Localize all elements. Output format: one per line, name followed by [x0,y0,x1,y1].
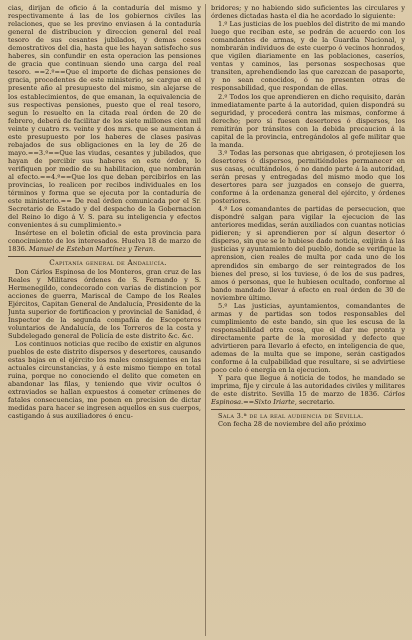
left-paragraph-2 [8,229,201,253]
right-column [211,4,405,636]
left-paragraph-4: Los continuos noticias que recibo de existir en algunos pueblos de este distrito dispersos y desertores, causando estas bajas en el ejército los males consiguientes en las actuales circunstancias, y á este mismo tiempo en total ruina, porque no conociendo el delito que cometen en abandonar las filas, y teniendo que vivir ocultos ó extraviados se hallan expuestos á cometer crímenes de fatales consecuencias, me ponen en precision de dictar medidas para hacer se ingresen aquellos en sus cuerpos, castigando á sus auxiliadores ó encu- [8,339,201,421]
right-paragraph-4: 3.º Todas las personas que abrigasen, ó protejiesen los desertores ó dispersos, permitiéndoles permanecer en sus casas, ocultándolos, ó no dando parte á la autoridad, serán presas y entregadas del mismo modo que los desertores para ser juzgados en consejo de guerra, conforme á la ordenanza general del ejército, y órdenes posteriores. [211,148,405,206]
signature-espinosa: Cárlos Espinosa.==Sixto Iriarte, [211,390,405,407]
left-column [8,4,201,636]
left-paragraph-1: cias, dirijan de oficio á la contaduría del mismo y respectivamente á las de los gobiernos civiles las relaciones, que se les previno enviasen á la contaduría general de distribucion y direccion general del real tesoro de sus cesantes jubilados, y demas cesos demostrativos del dia, hasta que les hayan satisfecho sus haberes, sin confundir en esta operacion las pensiones de gracia que continuan siendo una carga del real tesoro. ==2.º==Que el importe de dichas pensiones de gracia, procedentes de este ministerio, se cargue en el presente año al presupuesto del mismo, sin alejarse de los establecimientos, de que emanan, la equivalencia de sus respectivas pensiones, puesto que el real tesoro, segun lo resuelto en la citada real órden de 20 de febrero, deberá de facilitar de los siete millones cien mil veinte y cuatro rs. veinte y dos mrs. que se aumentan á este presupuesto por los haberes de clases pasivas rebajados de sus obligaciones en la ley de 26 de mayo.==3.º==Que las viudas, cesantes y jubilados, que hayan de percibir sus haberes en este órden, lo verifiquen por medio de su habilitacion, que nombrarán al efecto.==4.º==Que los que deban percibirlos en las provincias, lo realicen por recibos individuales en los términos y forma que se ejecuta por la contaduría de este ministerio.== De real órden comunicada por el Sr. Secretario de Estado y del despacho de la Gobernacion del Reino lo digo á V. S. para su inteligencia y efectos convenientes á su cumplimiento.» [8,4,201,230]
court-heading: Sala 3.ª de la real audiencia de Sevilla. [218,412,364,421]
right-paragraph-2: 1.º Las justicias de los pueblos del distrito de mi mando luego que reciban este, se podrán de acuerdo con los comandantes de armas, y de la Guardia Nacional, y nombrarán individuos de este cuerpo ó vecinos honrados, que vigilen diariamente en las poblaciones, caseríos, ventas y caminos, las personas sospechosas que transiten, aprehendiendo las que carezcan de pasaporte, y no sean conocidos, ó no presenten otras de responsabilidad, que respondan de ellas. [211,20,405,93]
right-paragraph-6: 5.º Las justicias, ayuntamientos, comandantes de armas y de partidas son todos responsables del cumplimiento de este bando, sin que les escusa de la responsabilidad otra cosa, que el dar me pronta y directamente parte de la morosidad y defecto que advirtieren para llevarlo á efecto, en inteligencia de que, ademas de la multa que se impone, serán castigados conforme á la culpabilidad que resultare, si se advirtiese poco celo ó energía en la ejecucion. [211,301,405,375]
right-paragraph-3: 2.º Todos los que aprendieren en dicho requisito, darán inmediatamente parte á la autoridad, quien dispondrá su seguridad, y procederá contra las mismas, conforme á derecho; pero si fuesen desertores ó dispersos, los remitirán por tránsitos con la debida precaucion á la capital de la provincia, entregándolos al gefe militar que la manda. [211,92,405,149]
right-paragraph-8: Con fecha 28 de noviembre del año próximo [218,420,366,429]
right-paragraph-1: bridores; y no habiendo sido suficientes las circulares y órdenes dictadas hasta el dia he acordado lo siguiente: [211,4,405,21]
left-paragraph-3: Don Cárlos Espinosa de los Monteros, gran cruz de las Reales y Militares órdenes de S. Fernando y S. Hermenegildo, condecorado con varias de distincion por acciones de guerra, Mariscal de Campo de los Reales Ejércitos, Capitan General de Andalucía, Presidente de la Junta superior de fortificacion y provincial de Sanidad, é Inspector de la segunda compañía de Escopeteros voluntarios de Andalucía, de los Torreros de la costa y Subdelegado general de Policía de este distrito &c. &c. [8,267,201,340]
signature-esteban: Manuel de Esteban Martínez y Teran. [29,245,156,254]
signature-role: secretario. [298,398,335,407]
section-divider-right [211,409,405,410]
publication-notice: Insértese en el boletin oficial de esta provincia para conocimiento de los interesados. Huelva 18 de marzo de 1836. [8,229,201,254]
column-divider [205,4,206,636]
section-heading-capitania: Capitanía general de Andalucía. [49,258,167,268]
section-divider [8,256,201,257]
right-paragraph-5: 4.º Los comandantes de partidas de persecucion, que dispondré salgan para vigilar la ejecucion de las anteriores medidas, serán auxiliados con cuantas noticias pidieren; y si aprendieren por sí algun desertor ó disperso, sin que se le hubiese dado noticia, exijirán á las justicias y ayuntamiento del pueblo, donde se verifique la aprension, cien reales de multa por cada uno de los aprendidos sin embargo de ser reintegrados de los bienes del preso, si los tuviese, ó de los de sus padres, amos ó personas, que le hubiesen ocultado, conforme al bando mandado llevar á efecto en real órden de 30 de noviembre último. [211,205,405,302]
closing-notice: Y para que llegue á noticia de todos, he mandado se imprima, fije y circule á las autoridades civiles y militares de este distrito. Sevilla 15 de marzo de 1836. [211,374,405,399]
right-paragraph-7 [211,374,405,406]
